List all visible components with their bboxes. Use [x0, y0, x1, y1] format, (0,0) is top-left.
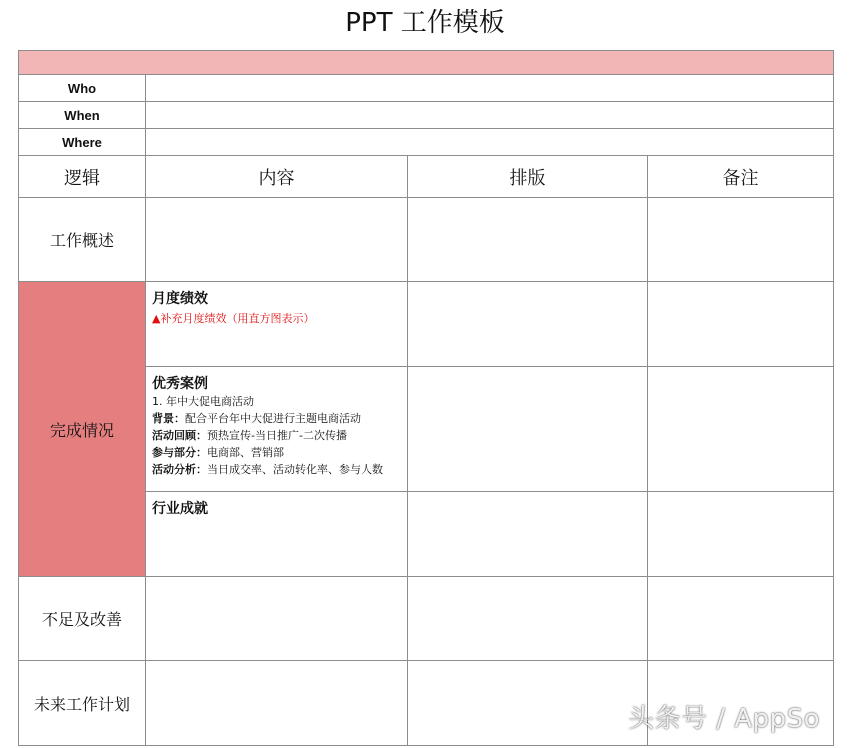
where-label: Where	[19, 129, 146, 156]
case-participants	[152, 444, 401, 461]
when-value-cell[interactable]	[146, 102, 834, 129]
monthly-notes-cell[interactable]	[648, 282, 834, 367]
case-review-label: 活动回顾：	[152, 429, 207, 442]
column-header-layout: 排版	[408, 156, 648, 198]
row-label-overview: 工作概述	[19, 198, 146, 282]
excellent-cases-cell[interactable]	[146, 367, 408, 492]
case-analysis-label: 活动分析：	[152, 463, 207, 476]
case-review-text: 预热宣传-当日推广-二次传播	[207, 429, 347, 442]
row-label-improve: 不足及改善	[19, 577, 146, 661]
industry-layout-cell[interactable]	[408, 492, 648, 577]
column-header-notes: 备注	[648, 156, 834, 198]
column-header-content: 内容	[146, 156, 408, 198]
monthly-performance-note: ▲补充月度绩效（用直方图表示）	[152, 312, 315, 325]
row-label-plan: 未来工作计划	[19, 661, 146, 746]
case-background-label: 背景：	[152, 412, 185, 425]
case-background	[152, 410, 401, 427]
monthly-performance-cell[interactable]	[146, 282, 408, 367]
case-item-line: 1. 年中大促电商活动	[152, 395, 254, 408]
industry-achievement-cell[interactable]	[146, 492, 408, 577]
case-participants-text: 电商部、营销部	[207, 446, 284, 459]
who-value-cell[interactable]	[146, 75, 834, 102]
industry-notes-cell[interactable]	[648, 492, 834, 577]
improve-content-cell[interactable]	[146, 577, 408, 661]
overview-layout-cell[interactable]	[408, 198, 648, 282]
cases-layout-cell[interactable]	[408, 367, 648, 492]
when-label: When	[19, 102, 146, 129]
watermark: 头条号 / AppSo	[628, 704, 820, 734]
overview-content-cell[interactable]	[146, 198, 408, 282]
row-label-completion: 完成情况	[19, 282, 146, 577]
overview-notes-cell[interactable]	[648, 198, 834, 282]
case-participants-label: 参与部分：	[152, 446, 207, 459]
case-background-text: 配合平台年中大促进行主题电商活动	[185, 412, 361, 425]
plan-layout-cell[interactable]	[408, 661, 648, 746]
who-label: Who	[19, 75, 146, 102]
plan-content-cell[interactable]	[146, 661, 408, 746]
monthly-layout-cell[interactable]	[408, 282, 648, 367]
case-analysis-text: 当日成交率、活动转化率、参与人数	[207, 463, 383, 476]
header-banner	[19, 51, 834, 75]
page-title: PPT 工作模板	[345, 8, 505, 38]
monthly-performance-title: 月度绩效	[152, 291, 208, 307]
cases-notes-cell[interactable]	[648, 367, 834, 492]
case-analysis	[152, 461, 401, 478]
improve-layout-cell[interactable]	[408, 577, 648, 661]
case-review	[152, 427, 401, 444]
excellent-cases-title: 优秀案例	[152, 376, 208, 392]
where-value-cell[interactable]	[146, 129, 834, 156]
industry-achievement-title: 行业成就	[152, 501, 208, 517]
column-header-logic: 逻辑	[19, 156, 146, 198]
template-table	[18, 50, 834, 746]
improve-notes-cell[interactable]	[648, 577, 834, 661]
